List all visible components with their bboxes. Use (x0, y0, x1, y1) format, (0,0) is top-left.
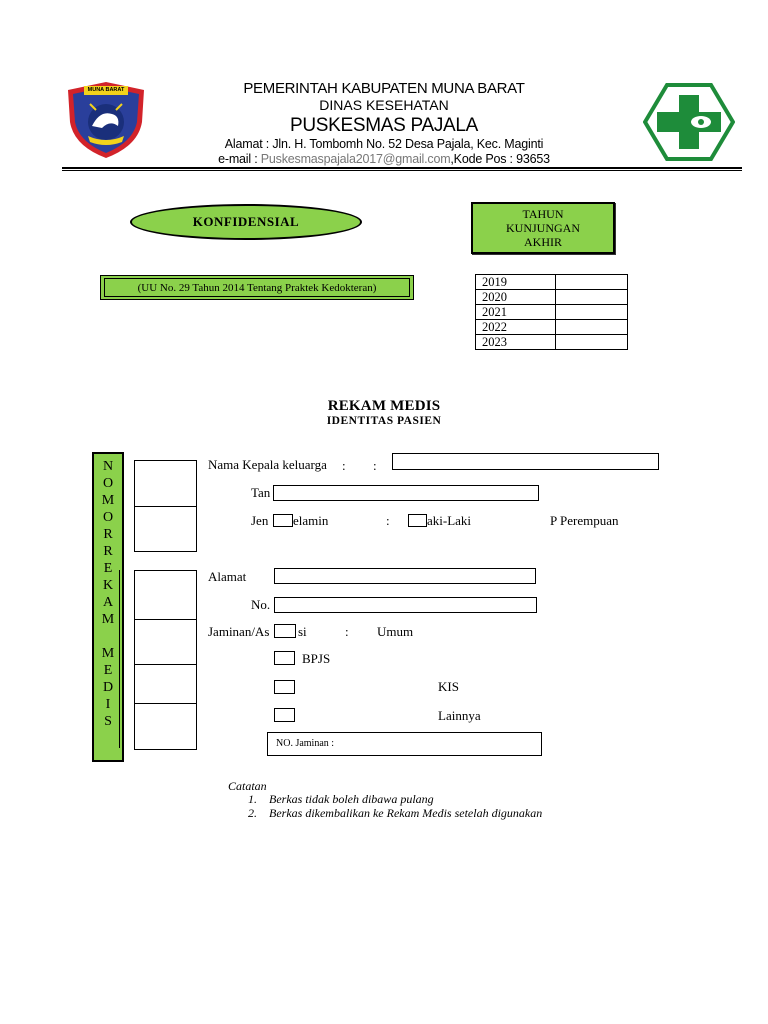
catatan-item-2: Berkas dikembalikan ke Rekam Medis setelah digunakan (269, 806, 543, 820)
colon: : (386, 513, 390, 528)
jenis-kelamin-checkbox[interactable] (273, 514, 293, 527)
colon: : (373, 458, 377, 473)
tanggal-label: Tan (251, 485, 271, 500)
bar-inner-line (119, 570, 120, 748)
perempuan-label: P Perempuan (550, 513, 619, 528)
page-subtitle: IDENTITAS PASIEN (326, 415, 442, 427)
colon: : (345, 624, 349, 639)
vertical-letter: E (103, 561, 113, 576)
jaminan-label-a: Jaminan/As (208, 624, 270, 639)
vertical-letter: N (102, 459, 114, 474)
header-line2: DINAS KESEHATAN (319, 97, 449, 113)
vertical-letter: R (103, 527, 113, 542)
umum-label: Umum (377, 624, 414, 639)
bpjs-label: BPJS (302, 651, 331, 666)
page-title: REKAM MEDIS (327, 398, 441, 414)
nama-kepala-keluarga-label: Nama Kepala keluarga (208, 457, 327, 472)
tahun-kunjungan-box (471, 202, 615, 254)
tahun-line3: AKHIR (524, 235, 562, 249)
table-row (476, 305, 628, 320)
jenis-kelamin-label-b: elamin (293, 513, 329, 528)
email-link[interactable]: Puskesmaspajala2017@gmail.com (260, 152, 451, 166)
laki-laki-label: aki-Laki (427, 513, 472, 528)
vertical-letter: E (103, 663, 113, 678)
alamat-label: Alamat (208, 569, 247, 584)
uu-notice-frame (104, 278, 410, 297)
catatan-item-1: Berkas tidak boleh dibawa pulang (269, 792, 434, 806)
year-cell: 2019 (476, 275, 556, 290)
vertical-letter: M (101, 646, 115, 661)
year-check-cell[interactable] (556, 275, 628, 290)
tanggal-input[interactable] (273, 485, 539, 501)
jaminan-checkbox[interactable] (274, 624, 296, 638)
nomor-box-2[interactable] (134, 506, 197, 552)
colon: : (342, 458, 346, 473)
logo-left-text: MUNA BARAT (87, 87, 125, 93)
vertical-letter: R (103, 544, 113, 559)
header-email-line (0, 152, 768, 166)
nomor-box-4[interactable] (134, 619, 197, 665)
header-line3: PUSKESMAS PAJALA (289, 115, 479, 136)
nomor-box-5[interactable] (134, 664, 197, 704)
header-rule (62, 167, 742, 169)
header-rule-thin (62, 170, 742, 171)
nama-kepala-keluarga-input[interactable] (392, 453, 659, 470)
no-jaminan-label: NO. Jaminan : (276, 738, 335, 749)
no-input[interactable] (274, 597, 537, 613)
laki-laki-checkbox[interactable] (408, 514, 427, 527)
year-cell: 2021 (476, 305, 556, 320)
year-check-cell[interactable] (556, 320, 628, 335)
years-table (475, 274, 628, 350)
alamat-input[interactable] (274, 568, 536, 584)
jenis-kelamin-label-a: Jen (251, 513, 269, 528)
catatan-heading: Catatan (228, 779, 267, 793)
vertical-letter: I (105, 697, 111, 712)
kis-checkbox[interactable] (274, 680, 295, 694)
vertical-letter: M (101, 493, 115, 508)
year-check-cell[interactable] (556, 290, 628, 305)
vertical-letter: D (102, 680, 114, 695)
header-address: Alamat : Jln. H. Tombomh No. 52 Desa Pajala, Kec. Maginti (224, 137, 544, 151)
year-check-cell[interactable] (556, 335, 628, 350)
nomor-box-6[interactable] (134, 703, 197, 750)
nomor-box-1[interactable] (134, 460, 197, 507)
tahun-line2: KUNJUNGAN (506, 221, 580, 235)
tahun-line1: TAHUN (522, 207, 564, 221)
kis-label: KIS (438, 679, 459, 694)
no-label: No. (251, 597, 271, 612)
table-row (476, 275, 628, 290)
lainnya-checkbox[interactable] (274, 708, 295, 722)
nomor-box-3[interactable] (134, 570, 197, 620)
year-cell: 2023 (476, 335, 556, 350)
vertical-letter: O (102, 476, 114, 491)
header-line1: PEMERINTAH KABUPATEN MUNA BARAT (243, 80, 525, 97)
vertical-letter: A (102, 595, 114, 610)
table-row (476, 290, 628, 305)
uu-notice: (UU No. 29 Tahun 2014 Tentang Praktek Kedokteran) (100, 275, 414, 300)
jaminan-label-b: si (298, 624, 307, 639)
catatan-item-1-num: 1. (248, 792, 257, 806)
vertical-letter: O (102, 510, 114, 525)
bpjs-checkbox[interactable] (274, 651, 295, 665)
year-cell: 2022 (476, 320, 556, 335)
postal-code: ,Kode Pos : 93653 (450, 152, 550, 166)
table-row (476, 335, 628, 350)
catatan-item-2-num: 2. (248, 806, 257, 820)
table-row (476, 320, 628, 335)
vertical-letter: K (102, 578, 114, 593)
year-cell: 2020 (476, 290, 556, 305)
konfidensial-badge: KONFIDENSIAL (130, 204, 362, 240)
vertical-letter: M (101, 612, 115, 627)
year-check-cell[interactable] (556, 305, 628, 320)
vertical-letter: S (104, 714, 112, 729)
lainnya-label: Lainnya (438, 708, 481, 723)
email-label: e-mail : (218, 152, 261, 166)
